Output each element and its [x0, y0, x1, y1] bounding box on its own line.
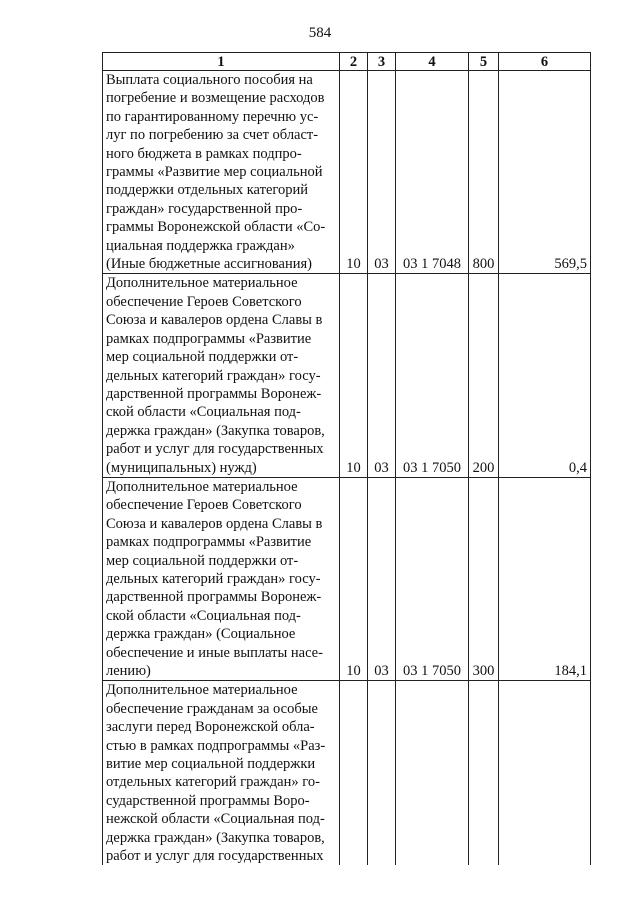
description-line: дельных категорий граждан» госу- [106, 367, 321, 384]
amount-value: 0,4 [499, 274, 591, 477]
description-line: ской области «Социальная под- [106, 607, 301, 624]
description-line: погребение и возмещение расходов [106, 90, 325, 107]
target-article-code [396, 681, 469, 866]
description-line: мер социальной поддержки от- [106, 552, 299, 569]
description-line: (Иные бюджетные ассигнования) [106, 256, 313, 273]
subsection-code [368, 681, 396, 866]
section-code: 10 [340, 477, 368, 680]
description-line: сударственной программы Воро- [106, 792, 310, 809]
description-line: обеспечение и иные выплаты насе- [106, 644, 323, 661]
target-article-code: 03 1 7048 [396, 71, 469, 274]
row-description [103, 477, 340, 680]
description-line: граммы Воронежской области «Со- [106, 219, 326, 236]
description-line: (муниципальных) нужд) [106, 459, 257, 476]
subsection-code: 03 [368, 477, 396, 680]
description-line: дарственной программы Воронеж- [106, 385, 322, 402]
amount-value: 184,1 [499, 477, 591, 680]
description-line: циальная поддержка граждан» [106, 237, 295, 254]
description-line: рамках подпрограммы «Развитие [106, 534, 312, 551]
column-header-3: 3 [368, 53, 396, 71]
description-line: Дополнительное материальное [106, 478, 298, 495]
description-line: работ и услуг для государственных [106, 441, 324, 458]
row-description [103, 71, 340, 274]
amount-value [499, 681, 591, 866]
description-line: витие мер социальной поддержки [106, 756, 316, 773]
row-description [103, 681, 340, 866]
description-line: работ и услуг для государственных [106, 848, 324, 865]
subsection-code: 03 [368, 71, 396, 274]
header-row [103, 53, 591, 71]
description-line: рамках подпрограммы «Развитие [106, 330, 312, 347]
section-code: 10 [340, 71, 368, 274]
description-line: обеспечение гражданам за особые [106, 700, 318, 717]
subsection-code: 03 [368, 274, 396, 477]
column-header-5: 5 [469, 53, 499, 71]
description-line: граммы «Развитие мер социальной [106, 164, 323, 181]
page-number: 584 [308, 25, 332, 41]
description-line: отдельных категорий граждан» го- [106, 774, 320, 791]
amount-value: 569,5 [499, 71, 591, 274]
description-line: Дополнительное материальное [106, 682, 298, 699]
column-header-1: 1 [103, 53, 340, 71]
table-row [103, 477, 591, 680]
description-line: держка граждан» (Закупка товаров, [106, 829, 325, 846]
description-line: лению) [106, 663, 151, 679]
description-line: Союза и кавалеров ордена Славы в [106, 515, 323, 532]
expense-type-code [469, 681, 499, 866]
description-line: Союза и кавалеров ордена Славы в [106, 312, 323, 329]
description-line: стью в рамках подпрограммы «Раз- [106, 737, 326, 754]
description-line: Выплата социального пособия на [106, 72, 313, 88]
section-code: 10 [340, 274, 368, 477]
expense-type-code: 300 [469, 477, 499, 680]
description-line: обеспечение Героев Советского [106, 497, 302, 514]
description-line: нежской области «Социальная под- [106, 811, 325, 828]
table-row [103, 71, 591, 274]
description-line: заслуги перед Воронежской обла- [106, 719, 315, 736]
description-line: луг по погребению за счет област- [106, 127, 319, 144]
budget-table [102, 52, 591, 865]
table-row [103, 274, 591, 477]
description-line: Дополнительное материальное [106, 275, 298, 292]
target-article-code: 03 1 7050 [396, 477, 469, 680]
column-header-2: 2 [340, 53, 368, 71]
description-line: дарственной программы Воронеж- [106, 589, 322, 606]
expense-type-code: 800 [469, 71, 499, 274]
description-line: дельных категорий граждан» госу- [106, 570, 321, 587]
description-line: граждан» государственной про- [106, 200, 303, 217]
description-line: ской области «Социальная под- [106, 404, 301, 421]
row-description [103, 274, 340, 477]
description-line: держка граждан» (Закупка товаров, [106, 422, 325, 439]
target-article-code: 03 1 7050 [396, 274, 469, 477]
section-code [340, 681, 368, 866]
description-line: мер социальной поддержки от- [106, 349, 299, 366]
column-header-6: 6 [499, 53, 591, 71]
expense-type-code: 200 [469, 274, 499, 477]
description-line: обеспечение Героев Советского [106, 293, 302, 310]
description-line: держка граждан» (Социальное [106, 626, 296, 643]
table-row [103, 681, 591, 866]
description-line: ного бюджета в рамках подпро- [106, 145, 302, 162]
description-line: поддержки отдельных категорий [106, 182, 308, 199]
column-header-4: 4 [396, 53, 469, 71]
description-line: по гарантированному перечню ус- [106, 108, 319, 125]
